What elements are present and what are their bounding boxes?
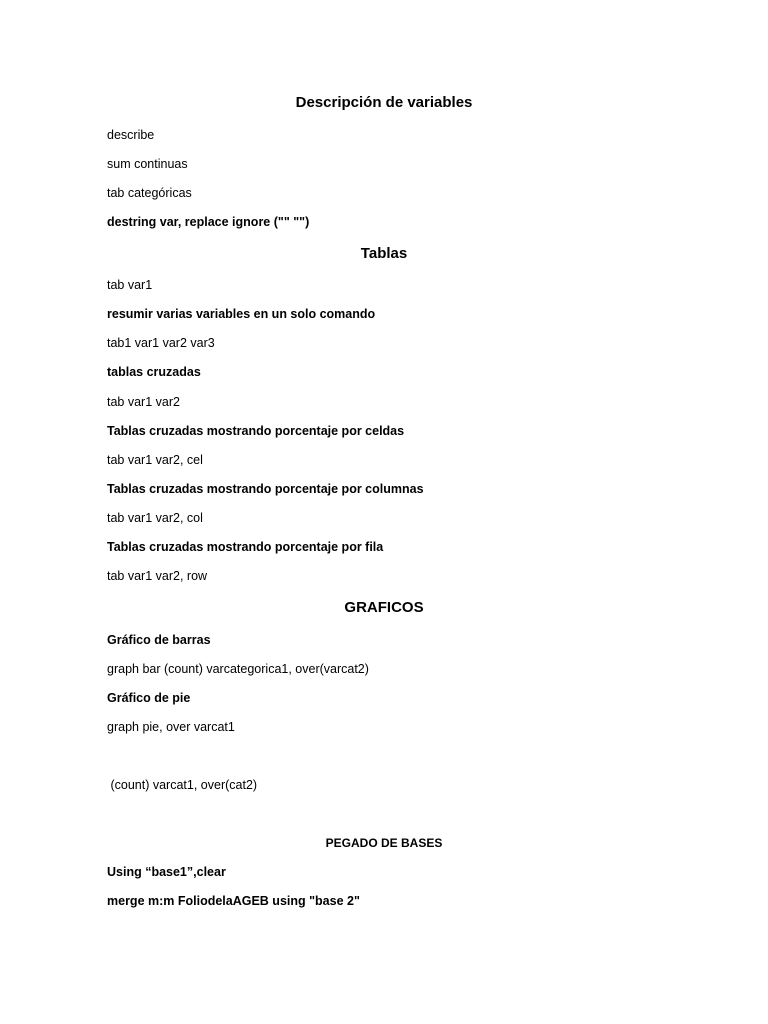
heading-graficos: GRAFICOS bbox=[344, 599, 424, 616]
heading-descripcion: Descripción de variables bbox=[295, 94, 473, 111]
line-fila-desc: Tablas cruzadas mostrando porcentaje por fila bbox=[107, 540, 384, 554]
heading-tablas: Tablas bbox=[360, 245, 408, 262]
line-tab-var1-var2: tab var1 var2 bbox=[107, 395, 180, 409]
line-describe: describe bbox=[107, 128, 155, 142]
line-grafico-barras: Gráfico de barras bbox=[107, 633, 211, 647]
line-tab1: tab1 var1 var2 var3 bbox=[107, 336, 215, 350]
line-destring: destring var, replace ignore ("" "") bbox=[107, 215, 310, 229]
line-tab-categoricas: tab categóricas bbox=[107, 186, 192, 200]
line-graph-pie: graph pie, over varcat1 bbox=[107, 720, 235, 734]
heading-pegado: PEGADO DE BASES bbox=[325, 836, 443, 850]
line-graph-bar: graph bar (count) varcategorica1, over(varcat2) bbox=[107, 662, 369, 676]
line-columnas-desc: Tablas cruzadas mostrando porcentaje por columnas bbox=[107, 482, 424, 496]
line-grafico-pie: Gráfico de pie bbox=[107, 691, 191, 705]
line-count-varcat1: (count) varcat1, over(cat2) bbox=[107, 778, 258, 792]
line-celdas-desc: Tablas cruzadas mostrando porcentaje por celdas bbox=[107, 424, 405, 438]
line-resumir: resumir varias variables en un solo comando bbox=[107, 307, 376, 321]
line-cel: tab var1 var2, cel bbox=[107, 453, 203, 467]
line-merge: merge m:m FoliodelaAGEB using "base 2" bbox=[107, 894, 360, 908]
line-using: Using “base1”,clear bbox=[107, 865, 226, 879]
line-tab-var1: tab var1 bbox=[107, 278, 153, 292]
line-tablas-cruzadas: tablas cruzadas bbox=[107, 365, 201, 379]
line-sum: sum continuas bbox=[107, 157, 188, 171]
line-row: tab var1 var2, row bbox=[107, 569, 208, 583]
line-col: tab var1 var2, col bbox=[107, 511, 203, 525]
